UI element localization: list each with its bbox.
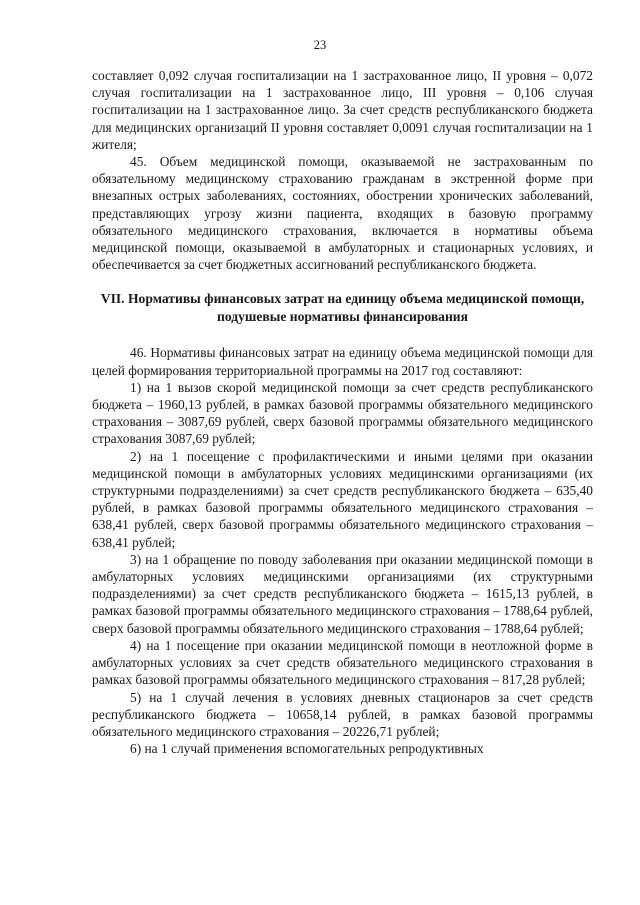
list-item-6: 6) на 1 случай применения вспомогательных репродуктивных: [130, 741, 484, 757]
paragraph-45: 45. Объем медицинской помощи, оказываемой не застрахованным по обязательному медицинскому страхованию гражданам в экстренной форме при внезапных острых заболеваниях, состояниях, обострении хронических заболеваний, представляющих угрозу жизни пациента, входящих в базовую программу обязательного медицинского страхования, включается в нормативы объема медицинской помощи, оказываемой в амбулаторных и стационарных условиях, и обеспечивается за счет бюджетных ассигнований республиканского бюджета.: [92, 154, 593, 273]
list-item-3: 3) на 1 обращение по поводу заболевания при оказании медицинской помощи в амбулаторных условиях медицинскими организациями (их структурными подразделениями) за счет средств республиканского бюджета – 1615,13 рублей, в рамках базовой программы обязательного медицинского страхования – 1788,64 рублей, сверх базовой программы обязательного медицинского страхования – 1788,64 рублей;: [92, 551, 593, 636]
list-item-2: 2) на 1 посещение с профилактическими и иными целями при оказании медицинской помощи в амбулаторных условиях медицинскими организациями (их структурными подразделениями) за счет средств республиканского бюджета – 635,40 рублей, в рамках базовой программы обязательного медицинского страхования – 638,41 рублей, сверх базовой программы обязательного медицинского страхования – 638,41 рублей;: [92, 448, 593, 550]
list-item-5: 5) на 1 случай лечения в условиях дневных стационаров за счет средств республиканского бюджета – 10658,14 рублей, в рамках базовой программы обязательного медицинского страхования – 20226,71 рублей;: [92, 689, 593, 739]
page-number: 23: [313, 38, 327, 52]
paragraph-continuation: составляет 0,092 случая госпитализации на 1 застрахованное лицо, II уровня – 0,072 случая госпитализации на 1 застрахованное лицо, III уровня – 0,106 случая госпитализации на 1 застрахованное лицо. За счет средств республиканского бюджета для медицинских организаций II уровня составляет 0,0091 случая госпитализации на 1 жителя;: [92, 68, 593, 152]
list-item-1: 1) на 1 вызов скорой медицинской помощи за счет средств республиканского бюджета – 1960,13 рублей, в рамках базовой программы обязательного медицинского страхования – 3087,69 рублей, сверх базовой программы обязательного медицинского страхования 3087,69 рублей;: [92, 379, 593, 447]
list-item-4: 4) на 1 посещение при оказании медицинской помощи в неотложной форме в амбулаторных условиях за счет средств обязательного медицинского страхования в рамках базовой программы обязательного медицинского страхования – 817,28 рублей;: [92, 637, 593, 688]
paragraph-46: 46. Нормативы финансовых затрат на единицу объема медицинской помощи для целей формирования территориальной программы на 2017 год составляют:: [92, 345, 593, 378]
section-heading: VII. Нормативы финансовых затрат на единицу объема медицинской помощи, подушевые нормативы финансирования: [100, 291, 585, 325]
document-body: [92, 67, 593, 757]
